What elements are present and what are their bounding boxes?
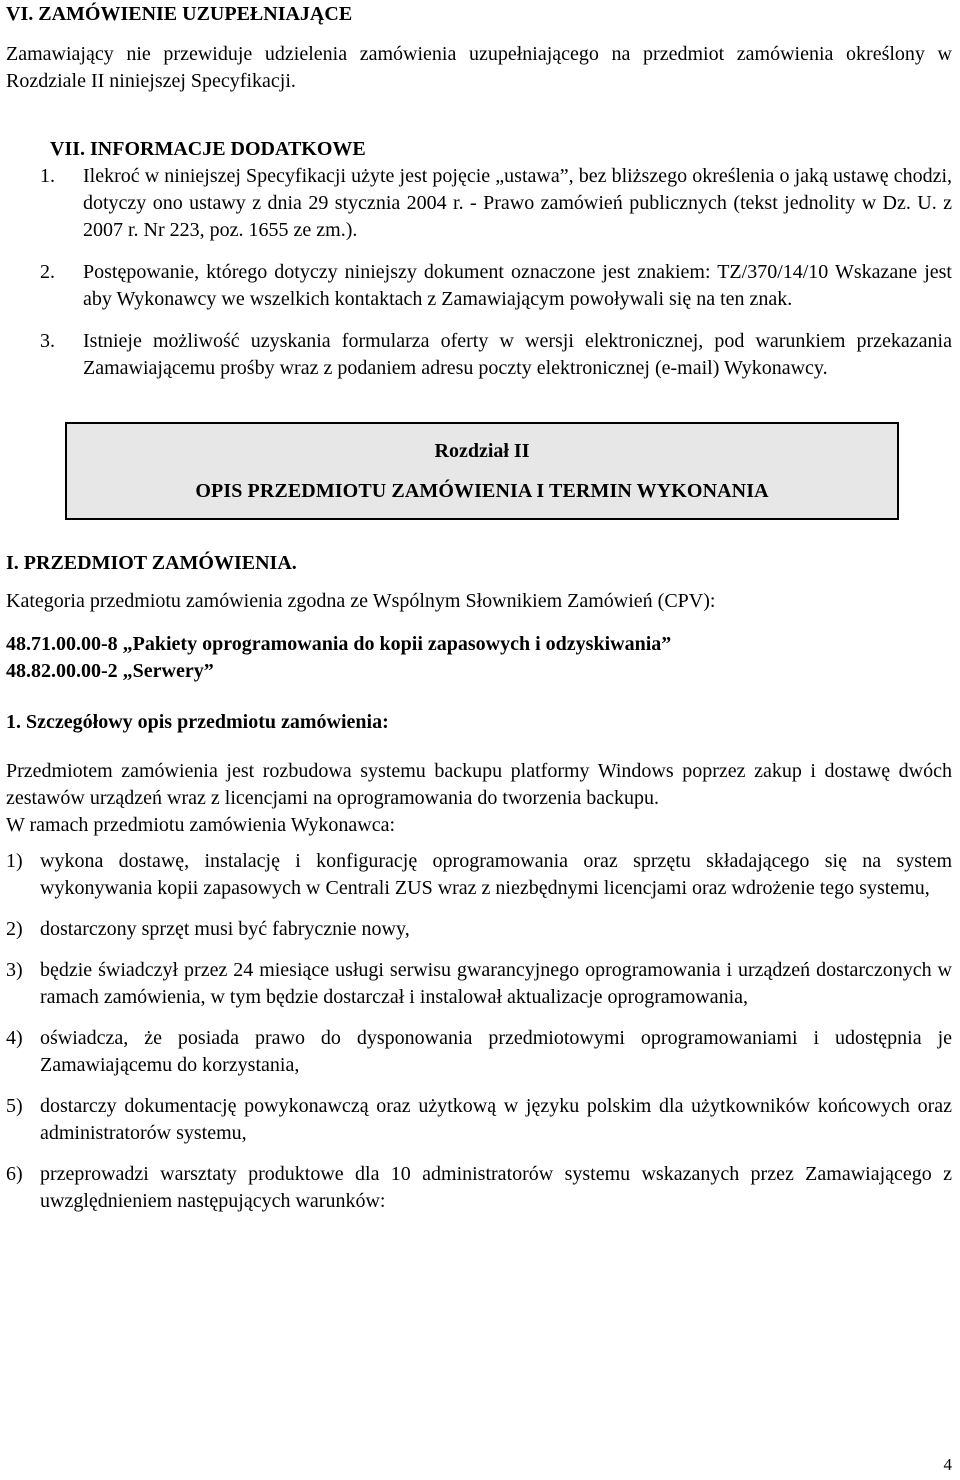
list-item	[6, 957, 952, 1011]
list-item-text: będzie świadczył przez 24 miesiące usługi serwisu gwarancyjnego oprogramowania i urządzeń dostarczonych w ramach zamówienia, w tym będzie dostarczał i instalował aktualizacje oprogramowania,	[40, 959, 952, 1008]
list-item-number: 4)	[6, 1027, 23, 1049]
info-item-text: Ilekroć w niniejszej Specyfikacji użyte jest pojęcie „ustawa”, bez bliższego określenia o jaką ustawę chodzi, dotyczy ono ustawy z dnia 29 stycznia 2004 r. - Prawo zamówień publicznych (tekst jednolity w Dz. U. z 2007 r. Nr 223, poz. 1655 ze zm.).	[83, 165, 952, 241]
list-item-text: przeprowadzi warsztaty produktowe dla 10 administratorów systemu wskazanych przez Zamawiającego z uwzględnieniem następujących warunków:	[40, 1163, 952, 1212]
list-item	[6, 848, 952, 902]
list-item	[6, 1161, 952, 1215]
obligations-list	[6, 848, 952, 1215]
list-item	[6, 1025, 952, 1079]
page-number: 4	[943, 1455, 952, 1474]
list-item-number: 5)	[6, 1095, 23, 1117]
info-item-number: 1.	[40, 165, 55, 187]
chapter-title: Rozdział II	[434, 440, 530, 462]
cpv-code: 48.82.00.00-2 „Serwery”	[6, 660, 214, 682]
info-item-text: Postępowanie, którego dotyczy niniejszy dokument oznaczone jest znakiem: TZ/370/14/10 Wskazane jest aby Wykonawcy we wszelkich kontaktach z Zamawiającym powoływali się na ten znak.	[83, 261, 952, 310]
list-item-number: 3)	[6, 959, 23, 981]
section-7-heading: VII. INFORMACJE DODATKOWE	[50, 138, 366, 160]
description-paragraph: Przedmiotem zamówienia jest rozbudowa systemu backupu platformy Windows poprzez zakup i dostawę dwóch zestawów urządzeń wraz z licencjami na oprogramowania do tworzenia backupu.	[6, 760, 952, 809]
section-I-heading: I. PRZEDMIOT ZAMÓWIENIA.	[6, 552, 297, 574]
section-I	[6, 550, 952, 1215]
info-item	[40, 259, 952, 313]
chapter-box	[65, 422, 899, 520]
section-6	[6, 0, 952, 95]
list-item-number: 1)	[6, 850, 23, 872]
list-item-text: dostarczy dokumentację powykonawczą oraz użytkową w języku polskim dla użytkowników końcowych oraz administratorów systemu,	[40, 1095, 952, 1144]
info-item	[40, 163, 952, 244]
list-item-number: 6)	[6, 1163, 23, 1185]
list-item-text: dostarczony sprzęt musi być fabrycznie nowy,	[40, 918, 410, 940]
section-6-heading: VI. ZAMÓWIENIE UZUPEŁNIAJĄCE	[6, 3, 353, 25]
list-item	[6, 916, 952, 943]
chapter-subtitle: OPIS PRZEDMIOTU ZAMÓWIENIA I TERMIN WYKONANIA	[195, 480, 769, 502]
contractor-intro: W ramach przedmiotu zamówienia Wykonawca:	[6, 814, 396, 836]
section-6-body: Zamawiający nie przewiduje udzielenia zamówienia uzupełniającego na przedmiot zamówienia określony w Rozdziale II niniejszej Specyfikacji.	[6, 43, 952, 92]
cpv-codes	[6, 631, 952, 685]
list-item-text: oświadcza, że posiada prawo do dysponowania przedmiotowymi oprogramowaniami i udostępnia je Zamawiającemu do korzystania,	[40, 1027, 952, 1076]
cpv-code: 48.71.00.00-8 „Pakiety oprogramowania do kopii zapasowych i odzyskiwania”	[6, 633, 672, 655]
list-item	[6, 1093, 952, 1147]
list-item-text: wykona dostawę, instalację i konfigurację oprogramowania oraz sprzętu składającego się na system wykonywania kopii zapasowych w Centrali ZUS wraz z niezbędnymi licencjami oraz wdrożenie tego systemu,	[40, 850, 952, 899]
detailed-description-heading: 1. Szczegółowy opis przedmiotu zamówienia:	[6, 711, 389, 733]
info-item	[40, 328, 952, 382]
cpv-category: Kategoria przedmiotu zamówienia zgodna ze Wspólnym Słownikiem Zamówień (CPV):	[6, 590, 716, 612]
section-7	[6, 136, 952, 382]
list-item-number: 2)	[6, 918, 23, 940]
info-item-number: 2.	[40, 261, 55, 283]
info-item-text: Istnieje możliwość uzyskania formularza oferty w wersji elektronicznej, pod warunkiem przekazania Zamawiającemu prośby wraz z podaniem adresu poczty elektronicznej (e-mail) Wykonawcy.	[83, 330, 952, 379]
info-item-number: 3.	[40, 330, 55, 352]
